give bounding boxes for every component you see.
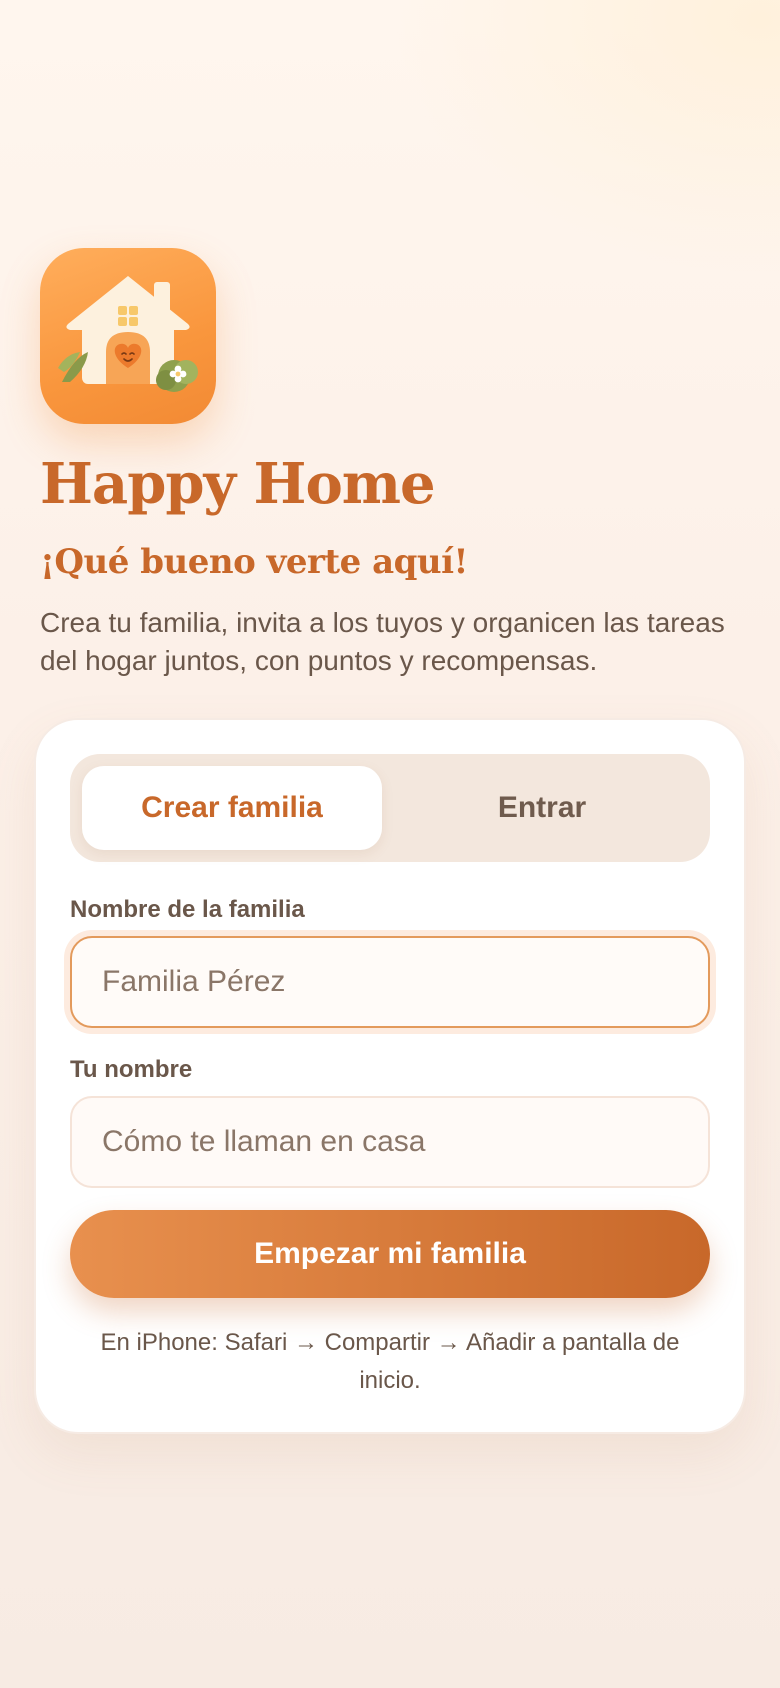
start-family-button[interactable]: Empezar mi familia [70, 1210, 710, 1298]
your-name-input[interactable] [70, 1096, 710, 1188]
mode-tabs [70, 754, 710, 862]
app-logo [40, 248, 216, 424]
your-name-label: Tu nombre [70, 1056, 193, 1083]
tab-create-family[interactable]: Crear familia [82, 766, 382, 850]
install-hint: En iPhone: Safari → Compartir → Añadir a pantalla de inicio. [100, 1329, 680, 1394]
family-name-input[interactable] [70, 936, 710, 1028]
app-title: Happy Home [40, 451, 435, 517]
greeting: ¡Qué bueno verte aquí! [40, 542, 468, 582]
tab-sign-in[interactable]: Entrar [497, 791, 587, 824]
app-description: Crea tu familia, invita a los tuyos y organicen las tareas del hogar juntos, con puntos y recompensas. [40, 607, 725, 676]
onboarding-card [34, 718, 746, 1434]
house-icon [40, 248, 216, 424]
family-name-label: Nombre de la familia [70, 896, 305, 923]
